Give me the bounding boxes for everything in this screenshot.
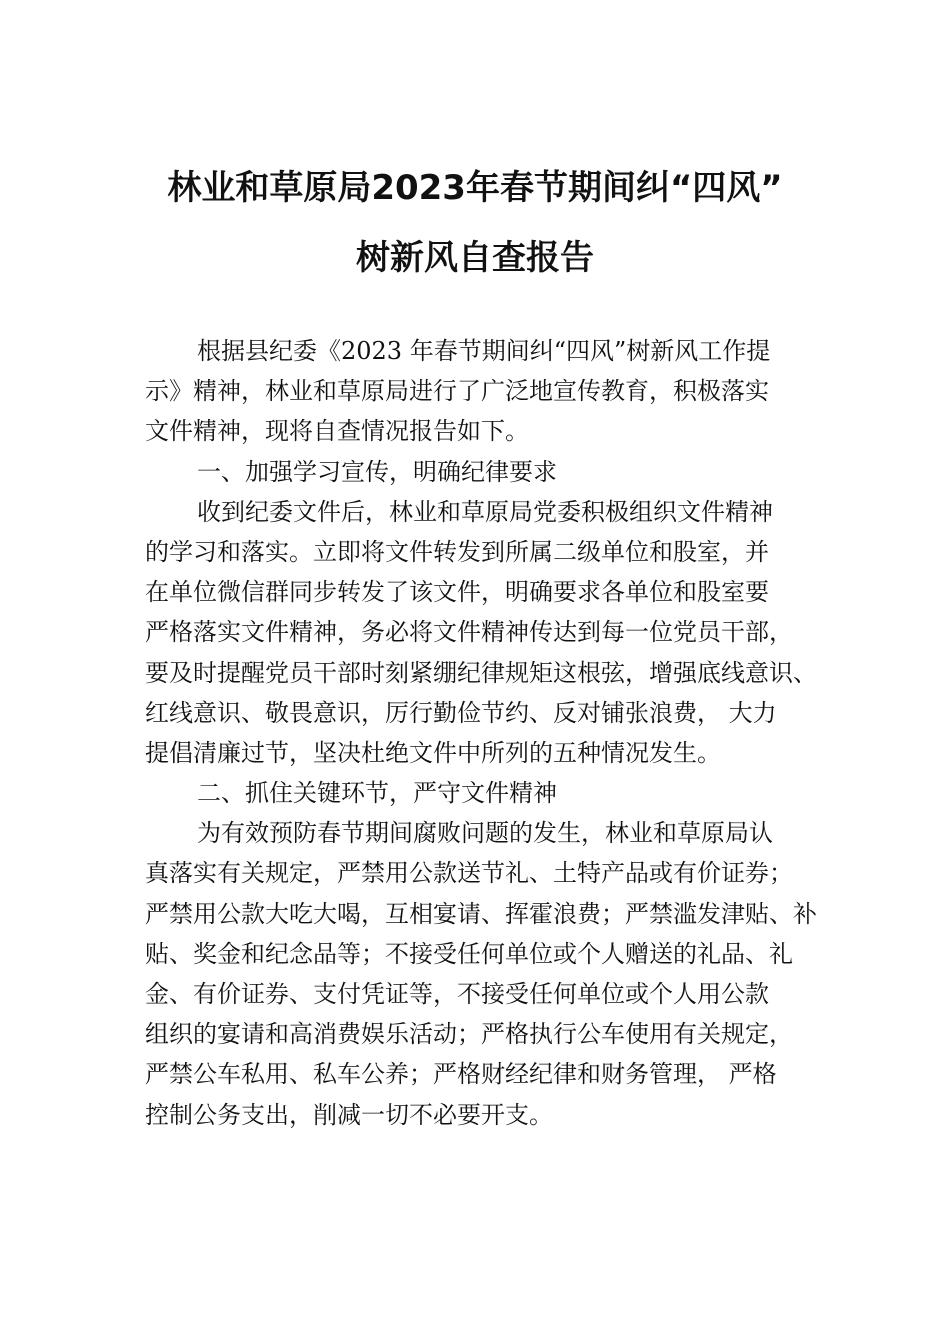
- document-title-line-2: 树新风自查报告: [356, 238, 594, 278]
- body-text-line: 一、加强学习宣传，明确纪律要求: [197, 457, 557, 486]
- body-text-line: 贴、奖金和纪念品等；不接受任何单位或个人赠送的礼品、礼: [145, 939, 793, 968]
- body-text-line: 在单位微信群同步转发了该文件，明确要求各单位和股室要: [145, 578, 769, 607]
- body-text-line: 真落实有关规定，严禁用公款送节礼、土特产品或有价证券；: [145, 859, 793, 888]
- document-title-line-1: 林业和草原局2023年春节期间纠“四风”: [167, 168, 783, 208]
- body-text-line: 金、有价证券、支付凭证等，不接受任何单位或个人用公款: [145, 980, 769, 1008]
- body-text-line: 示》精神，林业和草原局进行了广泛地宣传教育，积极落实: [145, 377, 769, 406]
- body-text-line: 严禁公车私用、私车公养；严格财经纪律和财务管理， 严格: [145, 1060, 777, 1089]
- body-text-line: 文件精神，现将自查情况报告如下。: [145, 417, 529, 446]
- body-text-line: 要及时提醒党员干部时刻紧绷纪律规矩这根弦，增强底线意识、: [145, 658, 817, 687]
- body-text-line: 二、抓住关键环节，严守文件精神: [197, 779, 557, 808]
- body-text-line: 组织的宴请和高消费娱乐活动；严格执行公车使用有关规定，: [145, 1020, 793, 1049]
- body-text-line: 根据县纪委《2023 年春节期间纠“四风”树新风工作提: [197, 337, 771, 365]
- body-text-line: 收到纪委文件后，林业和草原局党委积极组织文件精神: [197, 497, 773, 526]
- body-text-line: 红线意识、敬畏意识，厉行勤俭节约、反对铺张浪费， 大力: [145, 698, 777, 727]
- body-text-line: 的学习和落实。立即将文件转发到所属二级单位和股室，并: [145, 537, 769, 566]
- body-text-line: 提倡清廉过节，坚决杜绝文件中所列的五种情况发生。: [145, 738, 721, 767]
- body-text-line: 严禁用公款大吃大喝，互相宴请、挥霍浪费；严禁滥发津贴、补: [145, 899, 817, 928]
- body-text-line: 控制公务支出，削减一切不必要开支。: [145, 1100, 553, 1129]
- document-body: [145, 331, 865, 1135]
- body-text-line: 为有效预防春节期间腐败问题的发生，林业和草原局认: [197, 819, 773, 848]
- body-text-line: 严格落实文件精神，务必将文件精神传达到每一位党员干部，: [145, 618, 793, 647]
